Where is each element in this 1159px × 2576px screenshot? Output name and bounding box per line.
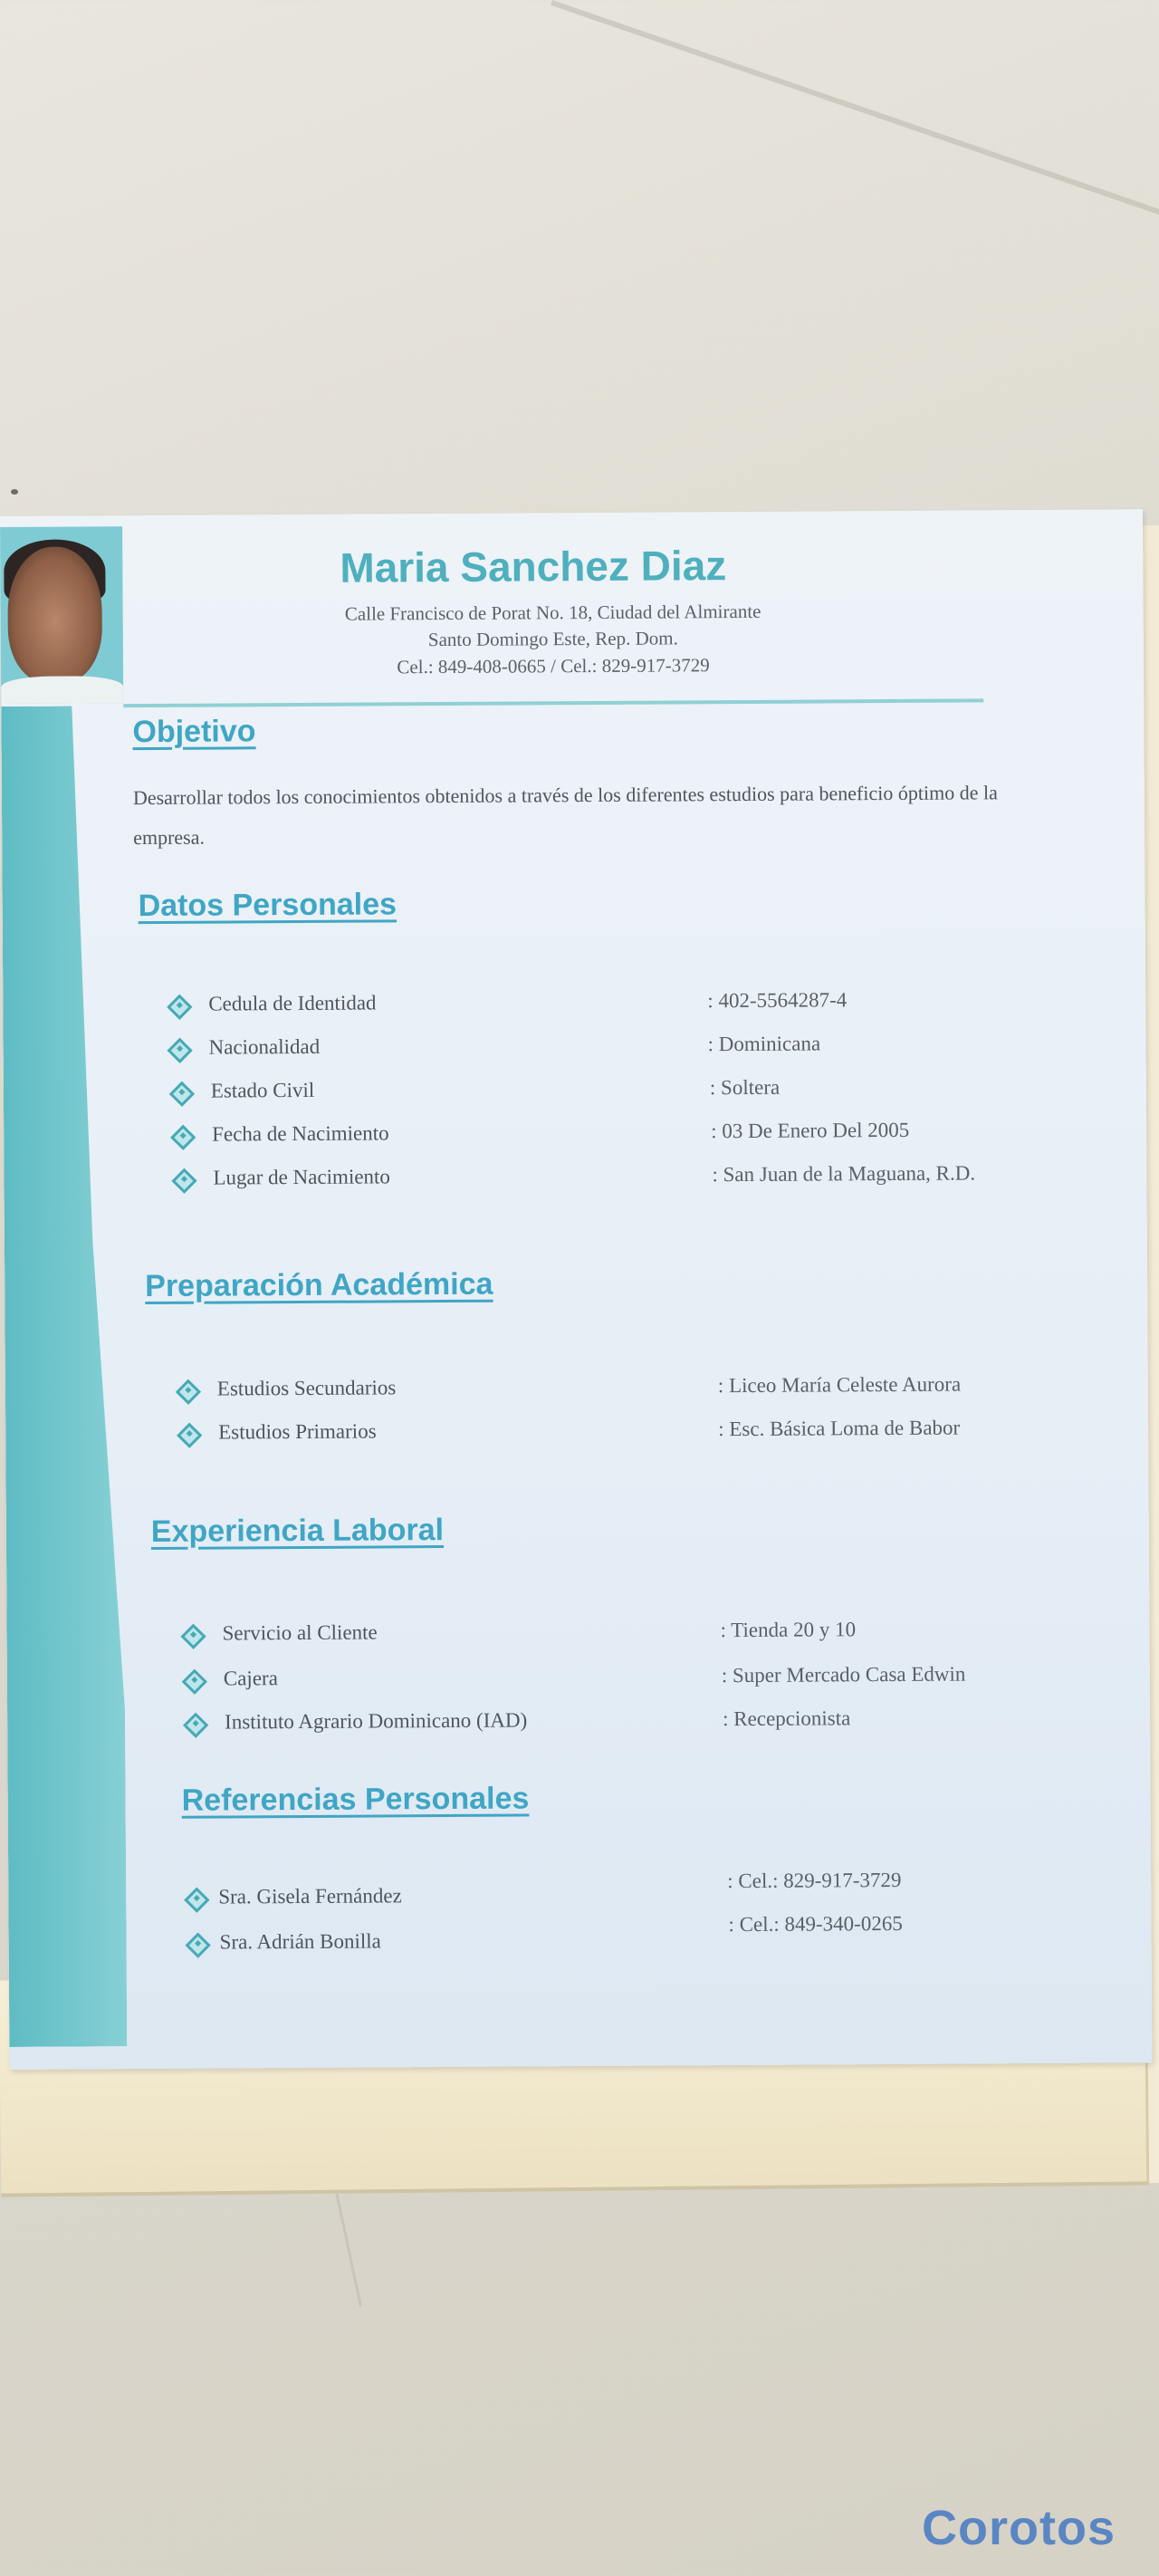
personal-row [171, 1031, 1031, 1067]
reference-row [187, 1868, 1048, 1917]
section-title-education: Preparación Académica [145, 1266, 493, 1304]
floor-crack [335, 2191, 362, 2307]
row-label: Lugar de Nacimiento [213, 1165, 390, 1189]
diamond-bullet-icon [180, 1624, 206, 1649]
address-line-2: Santo Domingo Este, Rep. Dom. [427, 627, 678, 651]
row-label: Cajera [223, 1667, 278, 1690]
address-line-1: Calle Francisco de Porat No. 18, Ciudad del Almirante [344, 600, 761, 625]
diamond-bullet-icon [182, 1669, 207, 1695]
photo-face [7, 546, 102, 683]
personal-row [173, 1074, 1033, 1110]
row-value: : Tienda 20 y 10 [720, 1618, 857, 1642]
floor-speck [11, 489, 18, 495]
row-value: : Cel.: 849-340-0265 [728, 1911, 903, 1937]
row-label: Nacionalidad [208, 1034, 321, 1059]
diamond-bullet-icon [184, 1888, 209, 1913]
row-value: : 402-5564287-4 [707, 988, 848, 1013]
education-row [179, 1372, 1039, 1408]
row-label: Estudios Secundarios [216, 1376, 397, 1400]
row-value: : Esc. Básica Loma de Babor [718, 1416, 961, 1441]
row-value: : Dominicana [707, 1032, 821, 1056]
section-title-experience: Experiencia Laboral [150, 1513, 445, 1550]
corotos-watermark: Corotos [922, 2501, 1116, 2555]
personal-row [175, 1161, 1035, 1197]
experience-row [187, 1706, 1047, 1742]
experience-row [186, 1662, 1046, 1698]
row-label: Estado Civil [210, 1078, 315, 1102]
diamond-bullet-icon [171, 1168, 196, 1194]
floor-seam [551, 0, 1159, 271]
row-value: : 03 De Enero Del 2005 [711, 1118, 910, 1143]
row-value: : Super Mercado Casa Edwin [721, 1662, 966, 1687]
decorative-sidebar [1, 706, 127, 2047]
section-title-objective: Objetivo [132, 714, 256, 750]
diamond-bullet-icon [167, 995, 192, 1020]
diamond-bullet-icon [177, 1423, 202, 1448]
row-label: Cedula de Identidad [208, 991, 377, 1015]
cv-sheet [0, 509, 1152, 2070]
row-label: Instituto Agrario Dominicano (IAD) [225, 1708, 528, 1734]
phone-line: Cel.: 849-408-0665 / Cel.: 829-917-3729 [397, 654, 710, 678]
diamond-bullet-icon [176, 1379, 201, 1405]
row-label: Estudios Primarios [218, 1419, 377, 1444]
row-label: Sra. Gisela Fernández [218, 1884, 402, 1908]
row-label: Sra. Adrián Bonilla [219, 1929, 381, 1954]
diamond-bullet-icon [167, 1038, 192, 1063]
diamond-bullet-icon [170, 1125, 196, 1150]
diamond-bullet-icon [185, 1933, 210, 1958]
profile-photo [0, 526, 123, 704]
row-value: : Recepcionista [723, 1706, 851, 1731]
section-title-personal: Datos Personales [138, 887, 398, 924]
diamond-bullet-icon [183, 1713, 208, 1738]
photo-shirt [1, 676, 123, 704]
reference-row [189, 1911, 1049, 1962]
row-value: : San Juan de la Maguana, R.D. [712, 1161, 976, 1187]
section-title-references: Referencias Personales [181, 1781, 530, 1818]
experience-row [184, 1617, 1044, 1653]
row-label: Servicio al Cliente [222, 1620, 378, 1645]
education-row [180, 1416, 1040, 1452]
row-value: : Cel.: 829-917-3729 [727, 1868, 902, 1893]
cv-name: Maria Sanchez Diaz [340, 542, 727, 591]
header-divider [123, 698, 983, 707]
row-value: : Soltera [709, 1075, 781, 1100]
row-value: : Liceo María Celeste Aurora [717, 1372, 962, 1398]
row-label: Fecha de Nacimiento [212, 1121, 389, 1146]
objective-text: Desarrollar todos los conocimientos obtenidos a través de los diferentes estudios para beneficio óptimo de la empresa. [132, 781, 998, 850]
diamond-bullet-icon [169, 1081, 195, 1107]
personal-row [170, 987, 1030, 1024]
personal-row [174, 1118, 1034, 1154]
